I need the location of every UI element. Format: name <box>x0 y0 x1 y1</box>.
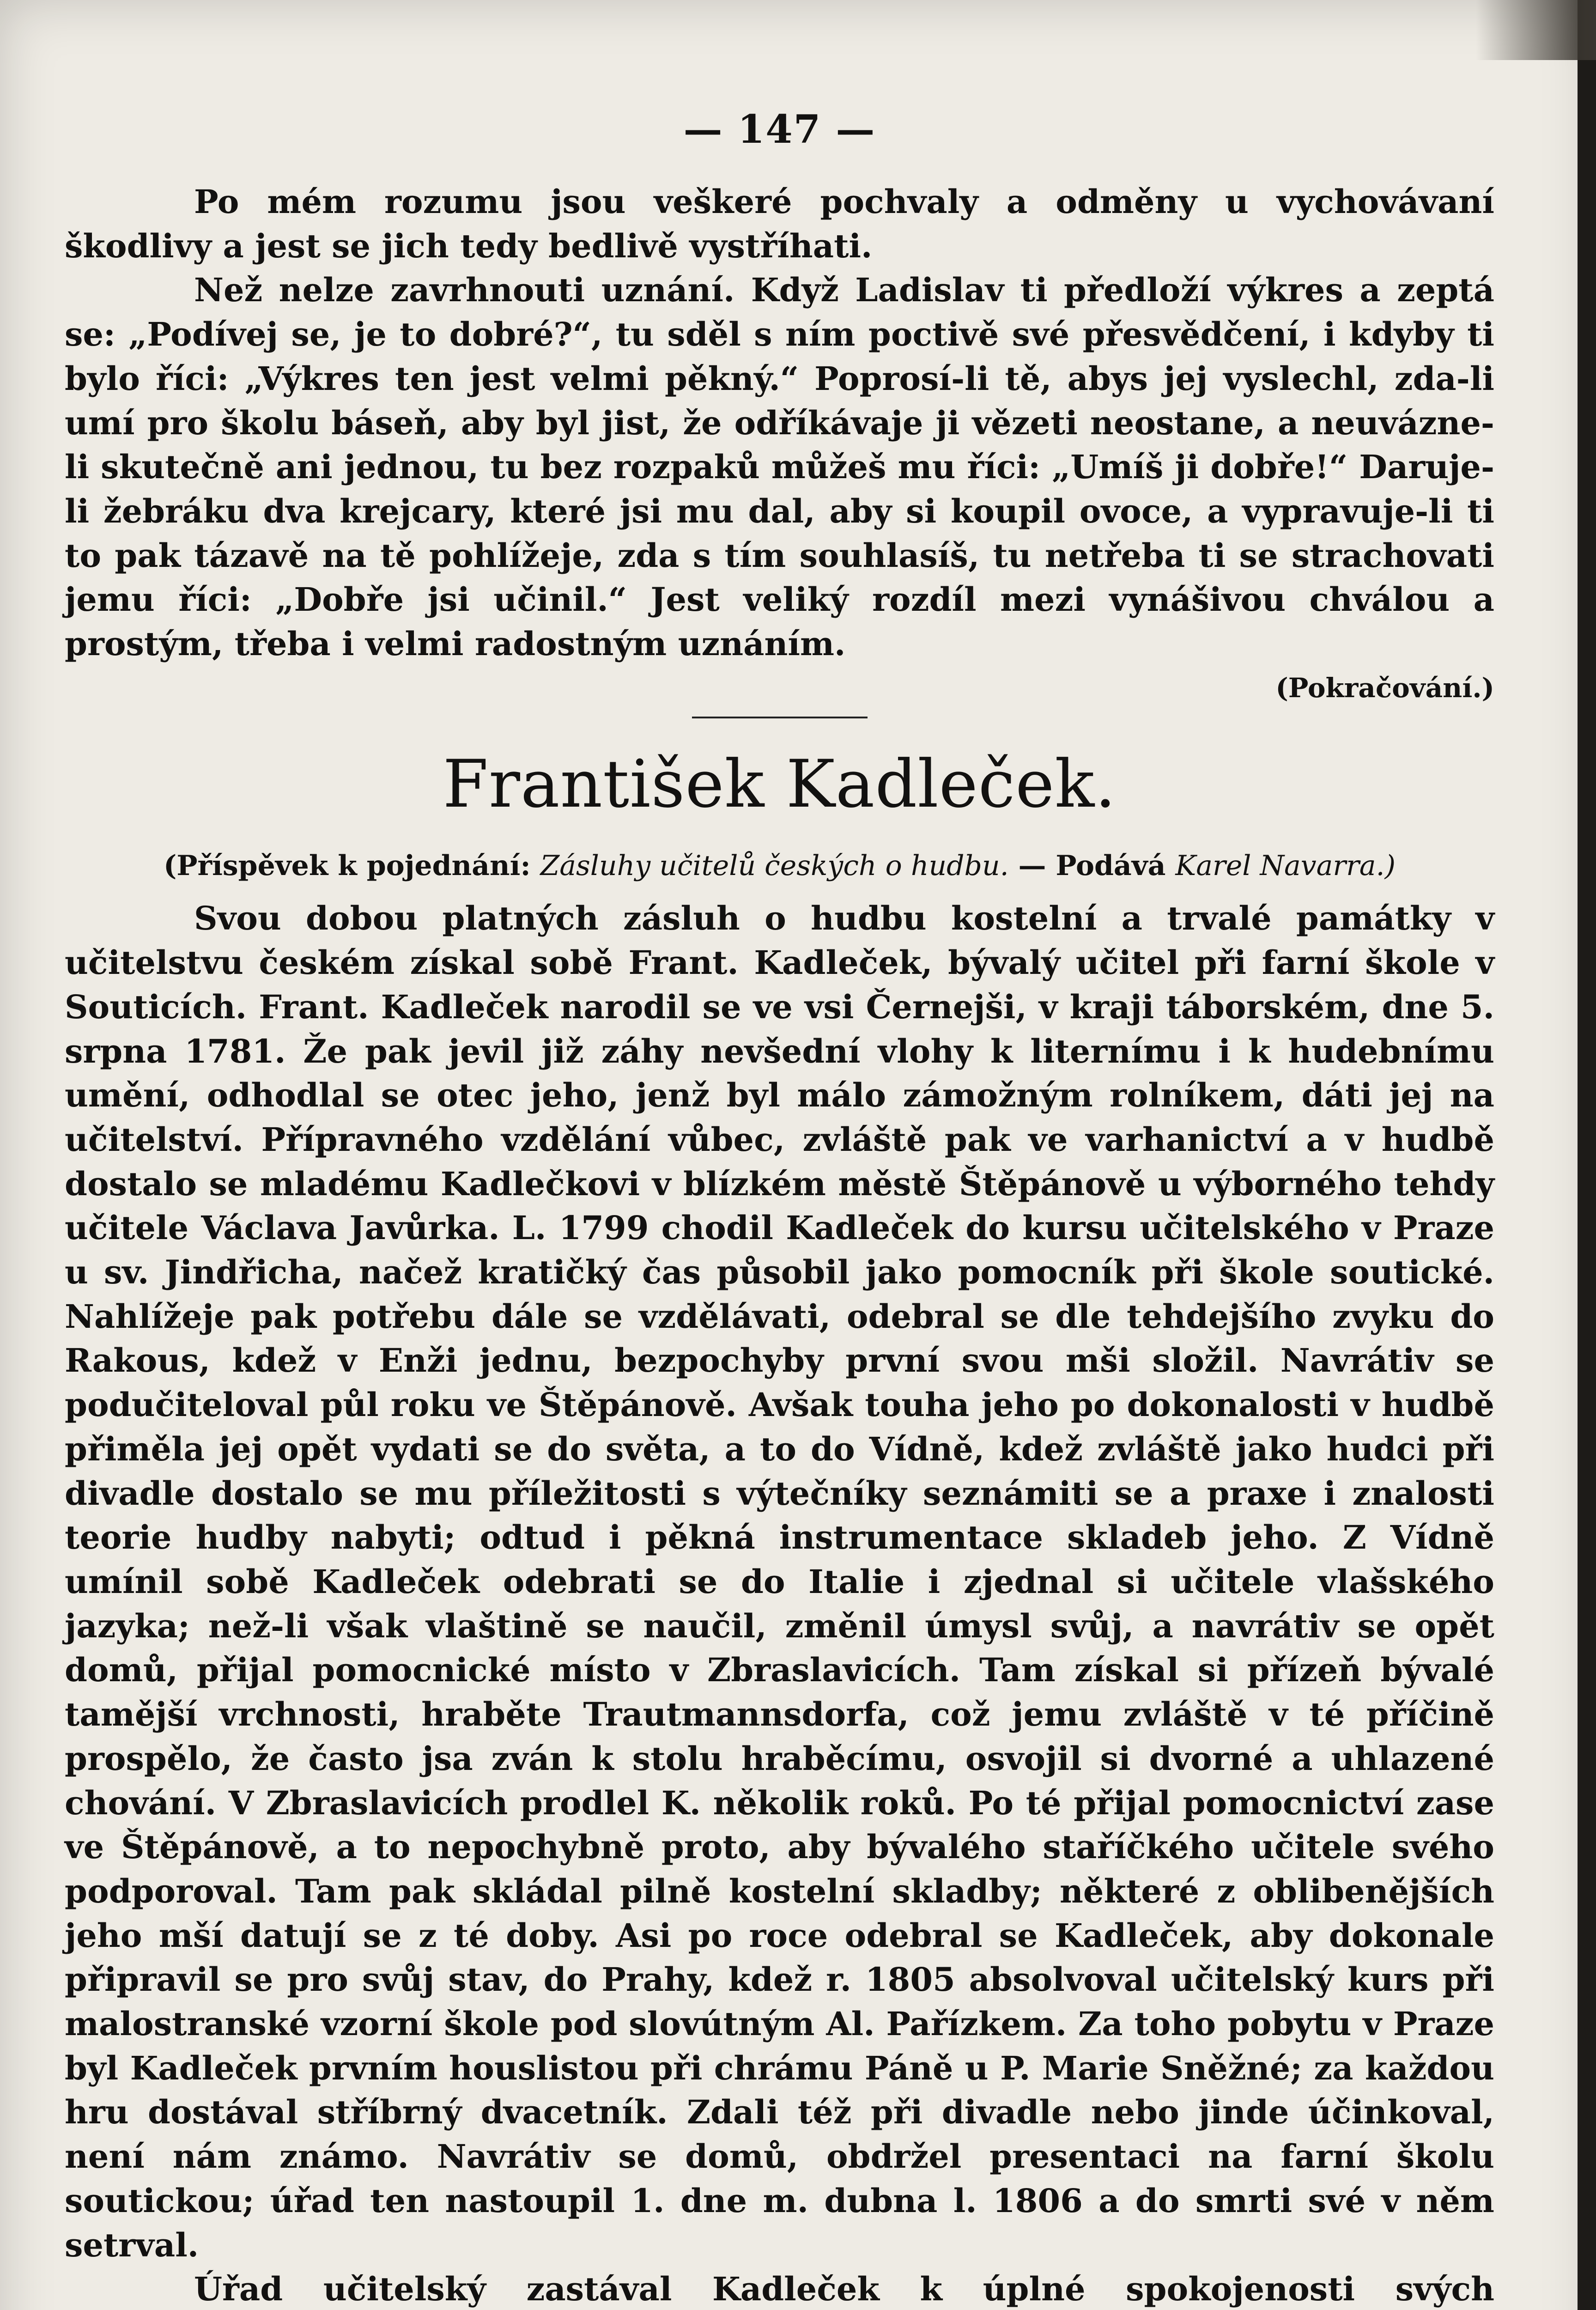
article-paragraph-1: Svou dobou platných zásluh o hudbu kostelní a trvalé památky v učitelstvu českém získal sobě Frant. Kadleček, bývalý učitel při farní škole v Souticích. Frant. Kadleček narodil se ve vsi Černejši, v kraji táborském, dne 5. srpna 1781. Že pak jevil již záhy nevšední vlohy k liternímu i k hudebnímu umění, odhodlal se otec jeho, jenž byl málo zámožným rolníkem, dáti jej na učitelství. Přípravného vzdělání vůbec, zvláště pak ve varhanictví a v hudbě dostalo se mladému Kadlečkovi v blízkém městě Štěpánově u výborného tehdy učitele Václava Javůrka. L. 1799 chodil Kadleček do kursu učitelského v Praze u sv. Jindřicha, načež kratičký čas působil jako pomocník při škole soutické. Nahlížeje pak potřebu dále se vzdělávati, odebral se dle tehdejšího zvyku do Rakous, kdež v Enži jednu, bezpochyby první svou mši složil. Navrátiv se podučiteloval půl roku ve Štěpánově. Avšak touha jeho po dokonalosti v hudbě přiměla jej opět vydati se do světa, a to do Vídně, kdež zvláště jako hudci při divadle dostalo se mu příležitosti s výtečníky seznámiti se a praxe i znalosti teorie hudby nabyti; odtud i pěkná instrumentace skladeb jeho. Z Vídně umínil sobě Kadleček odebrati se do Italie i zjednal si učitele vlašského jazyka; než-li však vlaštině se naučil, změnil úmysl svůj, a navrátiv se opět domů, přijal pomocnické místo v Zbraslavicích. Tam získal si přízeň bývalé tamější vrchnosti, hraběte Trautmannsdorfa, což jemu zvláště v té příčině prospělo, že často jsa zván k stolu hraběcímu, osvojil si dvorné a uhlazené chování. V Zbraslavicích prodlel K. několik roků. Po té přijal pomocnictví zase ve Štěpánově, a to nepochybně proto, aby bývalého staříčkého učitele svého podporoval. Tam pak skládal pilně kostelní skladby; některé z oblibenějších jeho mší datují se z té doby. Asi po roce odebral se Kadleček, aby dokonale připravil se pro svůj stav, do Prahy, kdež r. 1805 absolvoval učitelský kurs při malostranské vzorní škole pod slovútným Al. Pařízkem. Za toho pobytu v Praze byl Kadleček prvním houslistou při chrámu Páně u P. Marie Sněžné; za každou hru dostával stříbrný dvacetník. Zdali též při divadle nebo jinde účinkoval, není nám známo. Navrátiv se domů, obdržel presentaci na farní školu soutickou; úřad ten nastoupil 1. dne m. dubna l. 1806 a do smrti své v něm setrval. <box>65 899 1494 2264</box>
article-title: František Kadleček. <box>443 746 1117 823</box>
subtitle-author: Karel Navarra.) <box>1175 850 1396 882</box>
continued-note: (Pokračování.) <box>1275 672 1494 704</box>
scan-edge-shadow <box>1578 0 1596 2310</box>
continuation-line <box>65 666 1494 711</box>
intro-paragraph-2: Než nelze zavrhnouti uznání. Když Ladislav ti předloží výkres a zeptá se: „Podívej se, je to dobré?“, tu sděl s ním poctivě své přesvědčení, i kdyby ti bylo říci: „Výkres ten jest velmi pěkný.“ Poprosí-li tě, abys jej vyslechl, zda-li umí pro školu báseň, aby byl jist, že odříkávaje ji vězeti neostane, a neuvázne-li skutečně ani jednou, tu bez rozpaků můžeš mu říci: „Umíš ji dobře!“ Daruje-li žebráku dva krejcary, které jsi mu dal, aby si koupil ovoce, a vypravuje-li ti to pak tázavě na tě pohlížeje, zda s tím souhlasíš, tu netřeba ti se strachovati jemu říci: „Dobře jsi učinil.“ Jest veliký rozdíl mezi vynášivou chválou a prostým, třeba i velmi radostným uznáním. <box>65 271 1494 663</box>
section-divider <box>692 717 868 718</box>
article-subtitle <box>65 843 1494 889</box>
subtitle-topic: Zásluhy učitelů českých o hudbu. <box>540 850 1009 882</box>
page-number: — 147 — <box>683 106 876 152</box>
page-content <box>65 92 1494 2310</box>
subtitle-by: — Podává <box>1018 850 1166 882</box>
intro-paragraph-1: Po mém rozumu jsou veškeré pochvaly a odměny u vychovávaní škodlivy a jest se jich tedy bedlivě vystříhati. <box>65 182 1494 265</box>
subtitle-prefix: (Příspěvek k pojednání: <box>163 850 531 882</box>
article-paragraph-2: Úřad učitelský zastával Kadleček k úplné spokojenosti svých <box>194 2270 1494 2309</box>
scan-corner-shadow <box>1476 0 1596 60</box>
